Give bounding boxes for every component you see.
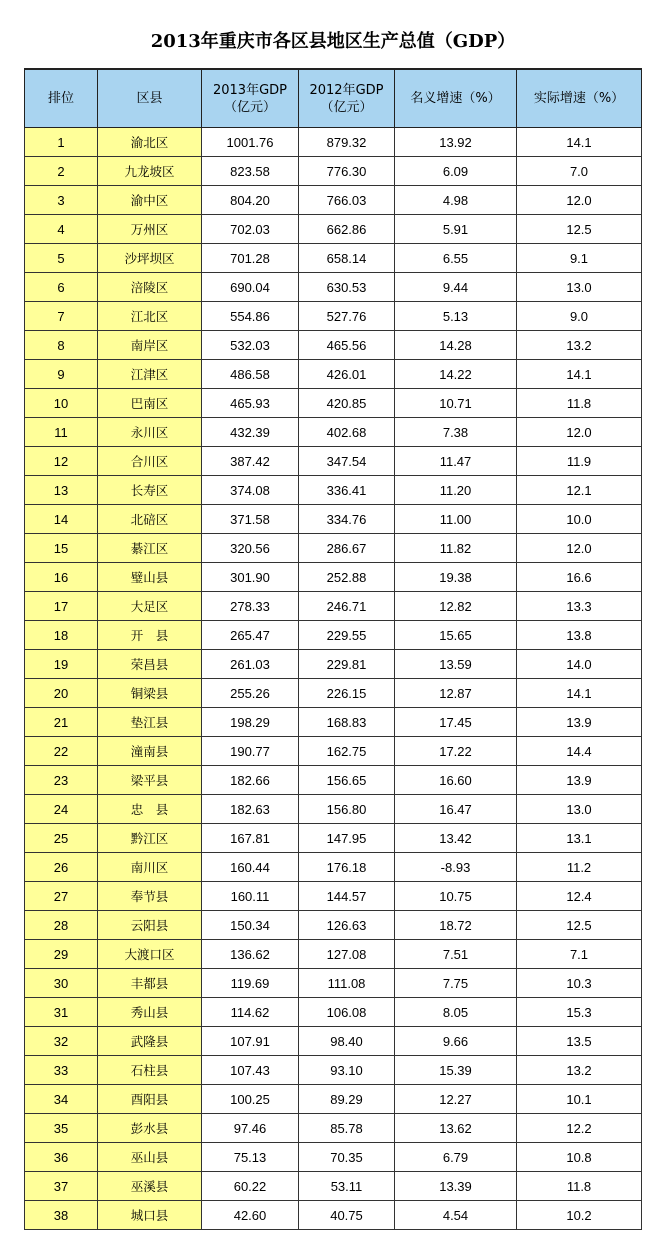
county-cell: 合川区 xyxy=(98,447,202,476)
real-growth-cell: 12.0 xyxy=(517,418,642,447)
rank-cell: 16 xyxy=(25,563,98,592)
gdp-2013-cell: 167.81 xyxy=(202,824,299,853)
gdp-2013-cell: 190.77 xyxy=(202,737,299,766)
real-growth-cell: 12.0 xyxy=(517,534,642,563)
gdp-2013-cell: 182.63 xyxy=(202,795,299,824)
gdp-2012-cell: 144.57 xyxy=(299,882,395,911)
nominal-growth-cell: -8.93 xyxy=(395,853,517,882)
rank-cell: 1 xyxy=(25,128,98,157)
table-row xyxy=(25,1085,642,1114)
header-rank: 排位 xyxy=(25,69,98,128)
gdp-2013-cell: 136.62 xyxy=(202,940,299,969)
header-gdp-2013-line1: 2013年GDP xyxy=(212,82,287,98)
county-cell: 江津区 xyxy=(98,360,202,389)
table-row xyxy=(25,302,642,331)
table-row xyxy=(25,1056,642,1085)
nominal-growth-cell: 12.27 xyxy=(395,1085,517,1114)
gdp-2012-cell: 402.68 xyxy=(299,418,395,447)
county-cell: 沙坪坝区 xyxy=(98,244,202,273)
nominal-growth-cell: 6.55 xyxy=(395,244,517,273)
real-growth-cell: 14.1 xyxy=(517,360,642,389)
gdp-2012-cell: 126.63 xyxy=(299,911,395,940)
table-row xyxy=(25,853,642,882)
gdp-2013-cell: 371.58 xyxy=(202,505,299,534)
gdp-2013-cell: 150.34 xyxy=(202,911,299,940)
rank-cell: 10 xyxy=(25,389,98,418)
header-gdp-2013 xyxy=(202,69,299,128)
table-row xyxy=(25,708,642,737)
county-cell: 永川区 xyxy=(98,418,202,447)
gdp-2012-cell: 176.18 xyxy=(299,853,395,882)
table-row xyxy=(25,389,642,418)
gdp-table xyxy=(24,68,642,1230)
nominal-growth-cell: 13.59 xyxy=(395,650,517,679)
county-cell: 大足区 xyxy=(98,592,202,621)
gdp-2012-cell: 106.08 xyxy=(299,998,395,1027)
gdp-2012-cell: 40.75 xyxy=(299,1201,395,1230)
real-growth-cell: 9.0 xyxy=(517,302,642,331)
table-row xyxy=(25,157,642,186)
nominal-growth-cell: 11.47 xyxy=(395,447,517,476)
gdp-2013-cell: 100.25 xyxy=(202,1085,299,1114)
county-cell: 大渡口区 xyxy=(98,940,202,969)
nominal-growth-cell: 5.91 xyxy=(395,215,517,244)
nominal-growth-cell: 13.92 xyxy=(395,128,517,157)
rank-cell: 28 xyxy=(25,911,98,940)
real-growth-cell: 10.2 xyxy=(517,1201,642,1230)
real-growth-cell: 14.4 xyxy=(517,737,642,766)
rank-cell: 27 xyxy=(25,882,98,911)
real-growth-cell: 13.3 xyxy=(517,592,642,621)
gdp-2012-cell: 111.08 xyxy=(299,969,395,998)
table-row xyxy=(25,824,642,853)
nominal-growth-cell: 7.51 xyxy=(395,940,517,969)
table-row xyxy=(25,1172,642,1201)
gdp-2012-cell: 162.75 xyxy=(299,737,395,766)
gdp-2012-cell: 168.83 xyxy=(299,708,395,737)
gdp-2013-cell: 97.46 xyxy=(202,1114,299,1143)
real-growth-cell: 13.9 xyxy=(517,708,642,737)
county-cell: 忠 县 xyxy=(98,795,202,824)
county-cell: 江北区 xyxy=(98,302,202,331)
nominal-growth-cell: 4.98 xyxy=(395,186,517,215)
real-growth-cell: 16.6 xyxy=(517,563,642,592)
real-growth-cell: 13.5 xyxy=(517,1027,642,1056)
table-row xyxy=(25,766,642,795)
header-gdp-2012-line1: 2012年GDP xyxy=(309,82,384,98)
gdp-2013-cell: 804.20 xyxy=(202,186,299,215)
rank-cell: 33 xyxy=(25,1056,98,1085)
rank-cell: 17 xyxy=(25,592,98,621)
real-growth-cell: 10.8 xyxy=(517,1143,642,1172)
gdp-2013-cell: 301.90 xyxy=(202,563,299,592)
real-growth-cell: 13.0 xyxy=(517,795,642,824)
nominal-growth-cell: 16.47 xyxy=(395,795,517,824)
real-growth-cell: 15.3 xyxy=(517,998,642,1027)
rank-cell: 31 xyxy=(25,998,98,1027)
gdp-2013-cell: 114.62 xyxy=(202,998,299,1027)
gdp-2013-cell: 432.39 xyxy=(202,418,299,447)
nominal-growth-cell: 19.38 xyxy=(395,563,517,592)
gdp-2012-cell: 70.35 xyxy=(299,1143,395,1172)
nominal-growth-cell: 6.09 xyxy=(395,157,517,186)
table-row xyxy=(25,592,642,621)
county-cell: 潼南县 xyxy=(98,737,202,766)
gdp-2013-cell: 1001.76 xyxy=(202,128,299,157)
county-cell: 璧山县 xyxy=(98,563,202,592)
header-gdp-2012-line2: （亿元） xyxy=(320,99,373,115)
real-growth-cell: 13.8 xyxy=(517,621,642,650)
county-cell: 涪陵区 xyxy=(98,273,202,302)
rank-cell: 35 xyxy=(25,1114,98,1143)
rank-cell: 24 xyxy=(25,795,98,824)
county-cell: 武隆县 xyxy=(98,1027,202,1056)
gdp-2012-cell: 334.76 xyxy=(299,505,395,534)
rank-cell: 38 xyxy=(25,1201,98,1230)
gdp-2012-cell: 229.81 xyxy=(299,650,395,679)
nominal-growth-cell: 4.54 xyxy=(395,1201,517,1230)
table-row xyxy=(25,737,642,766)
gdp-2012-cell: 347.54 xyxy=(299,447,395,476)
nominal-growth-cell: 14.22 xyxy=(395,360,517,389)
gdp-2013-cell: 60.22 xyxy=(202,1172,299,1201)
table-row xyxy=(25,215,642,244)
gdp-2013-cell: 374.08 xyxy=(202,476,299,505)
rank-cell: 22 xyxy=(25,737,98,766)
rank-cell: 9 xyxy=(25,360,98,389)
gdp-2013-cell: 387.42 xyxy=(202,447,299,476)
nominal-growth-cell: 13.42 xyxy=(395,824,517,853)
real-growth-cell: 10.3 xyxy=(517,969,642,998)
gdp-2013-cell: 702.03 xyxy=(202,215,299,244)
table-row xyxy=(25,563,642,592)
rank-cell: 20 xyxy=(25,679,98,708)
nominal-growth-cell: 9.66 xyxy=(395,1027,517,1056)
rank-cell: 30 xyxy=(25,969,98,998)
table-row xyxy=(25,244,642,273)
real-growth-cell: 12.0 xyxy=(517,186,642,215)
rank-cell: 15 xyxy=(25,534,98,563)
nominal-growth-cell: 7.38 xyxy=(395,418,517,447)
nominal-growth-cell: 7.75 xyxy=(395,969,517,998)
gdp-2012-cell: 229.55 xyxy=(299,621,395,650)
gdp-2012-cell: 252.88 xyxy=(299,563,395,592)
table-row xyxy=(25,360,642,389)
gdp-2012-cell: 246.71 xyxy=(299,592,395,621)
gdp-2013-cell: 701.28 xyxy=(202,244,299,273)
county-cell: 梁平县 xyxy=(98,766,202,795)
gdp-2012-cell: 879.32 xyxy=(299,128,395,157)
county-cell: 黔江区 xyxy=(98,824,202,853)
real-growth-cell: 13.9 xyxy=(517,766,642,795)
table-row xyxy=(25,418,642,447)
gdp-2013-cell: 75.13 xyxy=(202,1143,299,1172)
gdp-2013-cell: 160.11 xyxy=(202,882,299,911)
nominal-growth-cell: 10.71 xyxy=(395,389,517,418)
county-cell: 奉节县 xyxy=(98,882,202,911)
county-cell: 南川区 xyxy=(98,853,202,882)
rank-cell: 32 xyxy=(25,1027,98,1056)
county-cell: 南岸区 xyxy=(98,331,202,360)
county-cell: 万州区 xyxy=(98,215,202,244)
table-header xyxy=(25,69,642,128)
county-cell: 秀山县 xyxy=(98,998,202,1027)
rank-cell: 3 xyxy=(25,186,98,215)
real-growth-cell: 13.2 xyxy=(517,331,642,360)
gdp-2013-cell: 486.58 xyxy=(202,360,299,389)
rank-cell: 34 xyxy=(25,1085,98,1114)
gdp-2012-cell: 147.95 xyxy=(299,824,395,853)
rank-cell: 5 xyxy=(25,244,98,273)
gdp-2013-cell: 261.03 xyxy=(202,650,299,679)
county-cell: 铜梁县 xyxy=(98,679,202,708)
rank-cell: 6 xyxy=(25,273,98,302)
real-growth-cell: 7.1 xyxy=(517,940,642,969)
real-growth-cell: 12.5 xyxy=(517,911,642,940)
nominal-growth-cell: 6.79 xyxy=(395,1143,517,1172)
gdp-2013-cell: 198.29 xyxy=(202,708,299,737)
county-cell: 长寿区 xyxy=(98,476,202,505)
nominal-growth-cell: 13.39 xyxy=(395,1172,517,1201)
table-row xyxy=(25,1201,642,1230)
real-growth-cell: 11.8 xyxy=(517,1172,642,1201)
header-gdp-2013-line2: （亿元） xyxy=(223,99,276,115)
rank-cell: 36 xyxy=(25,1143,98,1172)
table-row xyxy=(25,534,642,563)
header-nominal-growth: 名义增速（%） xyxy=(395,69,517,128)
gdp-2012-cell: 53.11 xyxy=(299,1172,395,1201)
rank-cell: 12 xyxy=(25,447,98,476)
gdp-2012-cell: 465.56 xyxy=(299,331,395,360)
table-row xyxy=(25,476,642,505)
county-cell: 北碚区 xyxy=(98,505,202,534)
gdp-2013-cell: 320.56 xyxy=(202,534,299,563)
county-cell: 云阳县 xyxy=(98,911,202,940)
gdp-2013-cell: 823.58 xyxy=(202,157,299,186)
header-gdp-2012 xyxy=(299,69,395,128)
nominal-growth-cell: 14.28 xyxy=(395,331,517,360)
gdp-2012-cell: 127.08 xyxy=(299,940,395,969)
table-row xyxy=(25,331,642,360)
gdp-2013-cell: 554.86 xyxy=(202,302,299,331)
nominal-growth-cell: 12.87 xyxy=(395,679,517,708)
table-row xyxy=(25,1114,642,1143)
gdp-2013-cell: 160.44 xyxy=(202,853,299,882)
nominal-growth-cell: 17.45 xyxy=(395,708,517,737)
rank-cell: 8 xyxy=(25,331,98,360)
real-growth-cell: 13.0 xyxy=(517,273,642,302)
table-row xyxy=(25,650,642,679)
real-growth-cell: 13.2 xyxy=(517,1056,642,1085)
real-growth-cell: 11.9 xyxy=(517,447,642,476)
nominal-growth-cell: 9.44 xyxy=(395,273,517,302)
nominal-growth-cell: 12.82 xyxy=(395,592,517,621)
nominal-growth-cell: 16.60 xyxy=(395,766,517,795)
gdp-2013-cell: 465.93 xyxy=(202,389,299,418)
county-cell: 城口县 xyxy=(98,1201,202,1230)
gdp-2012-cell: 98.40 xyxy=(299,1027,395,1056)
page-title: 2013年重庆市各区县地区生产总值（GDP） xyxy=(150,31,516,52)
nominal-growth-cell: 17.22 xyxy=(395,737,517,766)
rank-cell: 26 xyxy=(25,853,98,882)
header-real-growth: 实际增速（%） xyxy=(517,69,642,128)
rank-cell: 14 xyxy=(25,505,98,534)
gdp-2012-cell: 776.30 xyxy=(299,157,395,186)
nominal-growth-cell: 5.13 xyxy=(395,302,517,331)
gdp-2012-cell: 93.10 xyxy=(299,1056,395,1085)
rank-cell: 4 xyxy=(25,215,98,244)
table-row xyxy=(25,679,642,708)
county-cell: 巫山县 xyxy=(98,1143,202,1172)
county-cell: 酉阳县 xyxy=(98,1085,202,1114)
real-growth-cell: 10.1 xyxy=(517,1085,642,1114)
real-growth-cell: 7.0 xyxy=(517,157,642,186)
rank-cell: 18 xyxy=(25,621,98,650)
rank-cell: 29 xyxy=(25,940,98,969)
table-row xyxy=(25,621,642,650)
real-growth-cell: 12.5 xyxy=(517,215,642,244)
table-row xyxy=(25,998,642,1027)
nominal-growth-cell: 11.00 xyxy=(395,505,517,534)
gdp-2012-cell: 89.29 xyxy=(299,1085,395,1114)
gdp-2012-cell: 226.15 xyxy=(299,679,395,708)
county-cell: 巴南区 xyxy=(98,389,202,418)
table-row xyxy=(25,186,642,215)
gdp-2012-cell: 658.14 xyxy=(299,244,395,273)
rank-cell: 11 xyxy=(25,418,98,447)
real-growth-cell: 13.1 xyxy=(517,824,642,853)
gdp-2013-cell: 182.66 xyxy=(202,766,299,795)
gdp-2012-cell: 527.76 xyxy=(299,302,395,331)
gdp-2012-cell: 156.65 xyxy=(299,766,395,795)
nominal-growth-cell: 18.72 xyxy=(395,911,517,940)
rank-cell: 37 xyxy=(25,1172,98,1201)
rank-cell: 21 xyxy=(25,708,98,737)
real-growth-cell: 12.2 xyxy=(517,1114,642,1143)
gdp-2012-cell: 336.41 xyxy=(299,476,395,505)
table-body xyxy=(25,128,642,1230)
county-cell: 垫江县 xyxy=(98,708,202,737)
county-cell: 巫溪县 xyxy=(98,1172,202,1201)
rank-cell: 25 xyxy=(25,824,98,853)
real-growth-cell: 14.1 xyxy=(517,128,642,157)
rank-cell: 7 xyxy=(25,302,98,331)
gdp-2013-cell: 690.04 xyxy=(202,273,299,302)
rank-cell: 13 xyxy=(25,476,98,505)
gdp-2012-cell: 630.53 xyxy=(299,273,395,302)
gdp-2013-cell: 265.47 xyxy=(202,621,299,650)
county-cell: 渝中区 xyxy=(98,186,202,215)
table-row xyxy=(25,911,642,940)
real-growth-cell: 11.2 xyxy=(517,853,642,882)
rank-cell: 19 xyxy=(25,650,98,679)
county-cell: 渝北区 xyxy=(98,128,202,157)
county-cell: 开 县 xyxy=(98,621,202,650)
nominal-growth-cell: 8.05 xyxy=(395,998,517,1027)
table-row xyxy=(25,273,642,302)
gdp-2012-cell: 426.01 xyxy=(299,360,395,389)
table-row xyxy=(25,447,642,476)
gdp-2013-cell: 42.60 xyxy=(202,1201,299,1230)
header-county: 区县 xyxy=(98,69,202,128)
table-row xyxy=(25,505,642,534)
nominal-growth-cell: 15.39 xyxy=(395,1056,517,1085)
nominal-growth-cell: 15.65 xyxy=(395,621,517,650)
county-cell: 彭水县 xyxy=(98,1114,202,1143)
real-growth-cell: 11.8 xyxy=(517,389,642,418)
gdp-2012-cell: 156.80 xyxy=(299,795,395,824)
rank-cell: 23 xyxy=(25,766,98,795)
nominal-growth-cell: 11.20 xyxy=(395,476,517,505)
table-row xyxy=(25,795,642,824)
nominal-growth-cell: 13.62 xyxy=(395,1114,517,1143)
rank-cell: 2 xyxy=(25,157,98,186)
gdp-2012-cell: 85.78 xyxy=(299,1114,395,1143)
county-cell: 九龙坡区 xyxy=(98,157,202,186)
table-row xyxy=(25,1143,642,1172)
gdp-2013-cell: 255.26 xyxy=(202,679,299,708)
gdp-2012-cell: 420.85 xyxy=(299,389,395,418)
table-row xyxy=(25,940,642,969)
table-row xyxy=(25,1027,642,1056)
county-cell: 丰都县 xyxy=(98,969,202,998)
gdp-2013-cell: 119.69 xyxy=(202,969,299,998)
real-growth-cell: 10.0 xyxy=(517,505,642,534)
real-growth-cell: 12.4 xyxy=(517,882,642,911)
county-cell: 荣昌县 xyxy=(98,650,202,679)
real-growth-cell: 14.1 xyxy=(517,679,642,708)
gdp-2012-cell: 766.03 xyxy=(299,186,395,215)
real-growth-cell: 9.1 xyxy=(517,244,642,273)
table-row xyxy=(25,128,642,157)
real-growth-cell: 14.0 xyxy=(517,650,642,679)
table-row xyxy=(25,882,642,911)
gdp-2012-cell: 286.67 xyxy=(299,534,395,563)
gdp-2013-cell: 107.91 xyxy=(202,1027,299,1056)
county-cell: 石柱县 xyxy=(98,1056,202,1085)
real-growth-cell: 12.1 xyxy=(517,476,642,505)
gdp-2013-cell: 532.03 xyxy=(202,331,299,360)
county-cell: 綦江区 xyxy=(98,534,202,563)
gdp-2013-cell: 278.33 xyxy=(202,592,299,621)
gdp-2012-cell: 662.86 xyxy=(299,215,395,244)
table-row xyxy=(25,969,642,998)
gdp-2013-cell: 107.43 xyxy=(202,1056,299,1085)
nominal-growth-cell: 11.82 xyxy=(395,534,517,563)
nominal-growth-cell: 10.75 xyxy=(395,882,517,911)
